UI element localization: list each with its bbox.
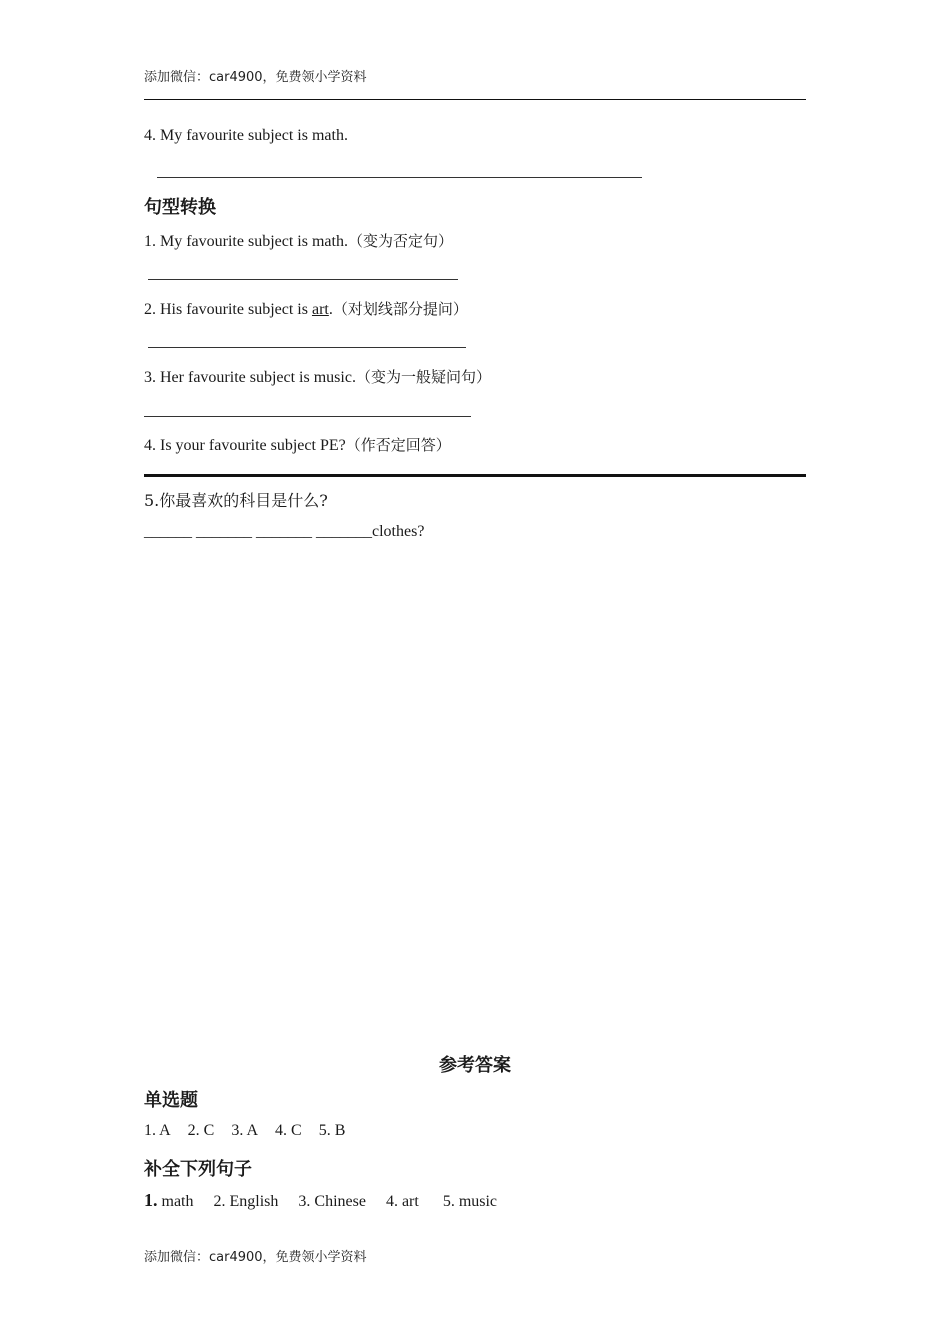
fill-answer-number: 1.	[144, 1190, 158, 1210]
transform-q2-pre: 2. His favourite subject is	[144, 301, 312, 318]
prev-item-4: 4. My favourite subject is math.	[144, 127, 348, 144]
transform-q3	[144, 366, 491, 387]
transform-q4	[144, 434, 451, 455]
answer-blank-prev-4	[157, 177, 642, 178]
fill-answer: math	[161, 1193, 194, 1210]
single-choice-answers	[144, 1122, 345, 1140]
single-choice-answer: 5. B	[318, 1122, 346, 1139]
section-heading-fill-sentences: 补全下列句子	[144, 1159, 252, 1180]
section-heading-single-choice: 单选题	[144, 1090, 198, 1111]
transform-q1-note: （变为否定句）	[347, 232, 453, 250]
transform-q2	[144, 298, 468, 319]
section-heading-transform: 句型转换	[144, 197, 216, 218]
single-choice-answer: 4. C	[275, 1122, 302, 1139]
page-header: 添加微信：car4900，免费领小学资料	[144, 70, 367, 85]
transform-q3-note: （变为一般疑问句）	[355, 368, 491, 386]
single-choice-answer: 2. C	[187, 1122, 215, 1139]
fill-answer: 4. art	[385, 1193, 419, 1210]
answer-blank-q3	[144, 416, 471, 417]
transform-q5: 5.你最喜欢的科目是什么?	[144, 491, 328, 510]
single-choice-answer: 1. A	[144, 1122, 171, 1139]
header-divider	[144, 99, 806, 100]
answer-rule-q4	[144, 474, 806, 477]
fill-sentences-answers	[144, 1190, 497, 1211]
transform-q2-post: .	[328, 301, 333, 318]
transform-q3-text: 3. Her favourite subject is music.	[144, 369, 356, 386]
transform-q4-note: （作否定回答）	[345, 436, 451, 454]
transform-q2-underlined: art	[311, 301, 329, 318]
answers-title: 参考答案	[439, 1055, 511, 1076]
answer-blank-q1	[148, 279, 458, 280]
transform-q4-text: 4. Is your favourite subject PE?	[144, 437, 346, 454]
single-choice-answer: 3. A	[231, 1122, 259, 1139]
page-footer: 添加微信：car4900，免费领小学资料	[144, 1250, 367, 1265]
answer-blank-q2	[148, 347, 466, 348]
transform-q1-text: 1. My favourite subject is math.	[144, 233, 348, 250]
fill-answer: 2. English	[213, 1193, 279, 1210]
fill-answer: 5. music	[442, 1193, 498, 1210]
fill-answer: 3. Chinese	[298, 1193, 366, 1210]
transform-q5-answer-line: ______ _______ _______ _______clothes?	[144, 523, 425, 540]
transform-q1	[144, 230, 453, 251]
transform-q2-note: （对划线部分提问）	[332, 300, 468, 318]
